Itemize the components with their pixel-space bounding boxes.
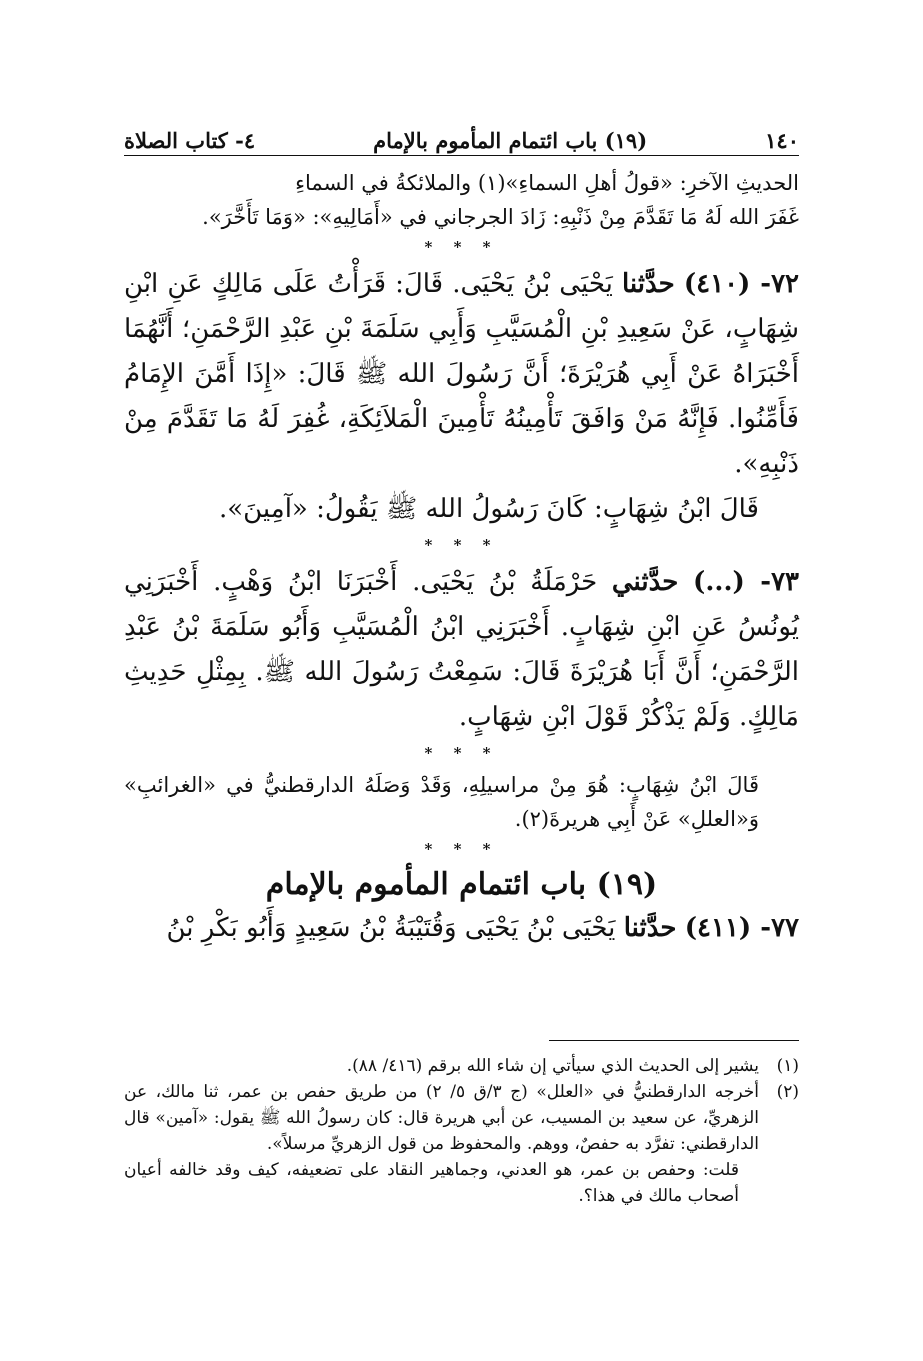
section-divider: * * * — [424, 536, 499, 554]
hadith-77-text: يَحْيَى بْنُ يَحْيَى وَقُتَيْبَةُ بْنُ سَعِيدٍ وَأَبُو بَكْرِ بْنُ — [166, 913, 616, 943]
hadith-72-tail: قَالَ ابْنُ شِهَابٍ: كَانَ رَسُولُ الله ﷺ يَقُولُ: «آمِينَ». — [218, 494, 759, 524]
chapter-heading: (١٩) باب ائتمام المأموم بالإمام — [265, 867, 658, 902]
footnote-1-number: (١) — [776, 1056, 799, 1076]
hadith-72-text: يَحْيَى بْنُ يَحْيَى. قَالَ: قَرَأْتُ عَلَى مَالِكٍ عَنِ ابْنِ شِهَابٍ، عَنْ سَعِيدِ بْنِ الْمُسَيَّبِ وَأَبِي سَلَمَةَ بْنِ عَبْدِ الرَّحْمَنِ؛ أَنَّهُمَا أَخْبَرَاهُ عَنْ أَبِي هُرَيْرَةَ؛ أَنَّ رَسُولَ الله ﷺ قَالَ: «إِذَا أَمَّنَ الإِمَامُ فَأَمِّنُوا. فَإِنَّهُ مَنْ وَافَقَ تَأْمِينُهُ تَأْمِينَ الْمَلاَئِكَةِ، غُفِرَ لَهُ مَا تَقَدَّمَ مِنْ ذَنْبِهِ». — [124, 269, 799, 479]
footnote-2-comment: قلت: وحفص بن عمر، هو العدني، وجماهير النقاد على تضعيفه، كيف وقد خالفه أعيان أصحاب مالك في هذا؟. — [124, 1160, 739, 1206]
footnote-rule — [549, 1040, 799, 1041]
header-book-title: ٤- كتاب الصلاة — [124, 128, 256, 153]
hadith-72-lead: حدَّثنا — [621, 269, 675, 299]
hadith-73-text: حَرْمَلَةُ بْنُ يَحْيَى. أَخْبَرَنَا ابْنُ وَهْبٍ. أَخْبَرَنِي يُونُسُ عَنِ ابْنِ شِهَابٍ. أَخْبَرَنِي ابْنُ الْمُسَيَّبِ وَأَبُو سَلَمَةَ بْنُ عَبْدِ الرَّحْمَنِ؛ أَنَّ أَبَا هُرَيْرَةَ قَالَ: سَمِعْتُ رَسُولَ الله ﷺ. بِمِثْلِ حَدِيثِ مَالِكٍ. وَلَمْ يَذْكُرْ قَوْلَ ابْنِ شِهَابٍ. — [124, 567, 799, 732]
section-divider: * * * — [424, 238, 499, 256]
footnote-1-text: يشير إلى الحديث الذي سيأتي إن شاء الله برقم (٤١٦/ ٨٨). — [346, 1056, 759, 1076]
intro-line-2: غَفَرَ الله لَهُ مَا تَقَدَّمَ مِنْ ذَنْبِهِ: زَادَ الجرجاني في «أَمَالِيهِ»: «وَمَا تَأَخَّرَ». — [202, 205, 799, 229]
main-text — [124, 166, 799, 951]
footnote-2-number: (٢) — [776, 1082, 799, 1102]
hadith-73-number: ٧٣- (...) — [693, 567, 800, 597]
footnote-2 — [124, 1079, 799, 1157]
footnote-1 — [124, 1053, 799, 1079]
hadith-77 — [124, 906, 799, 951]
footnote-2-text: أخرجه الدارقطنيُّ في «العلل» (ج ٣/ق ٥/ ٢) من طريق حفص بن عمر، ثنا مالك، عن الزهريِّ، عن سعيد بن المسيب، عن أبي هريرة قال: كان رسولُ الله ﷺ يقول: «آمين» قال الدارقطني: تفرَّد به حفصٌ، ووهم. والمحفوظ من قول الزهريِّ مرسلاً». — [124, 1082, 759, 1154]
page-number: ١٤٠ — [765, 128, 799, 153]
intro-line-1: الحديثِ الآخرِ: «قولُ أهلِ السماءِ»(١) والملائكةُ في السماءِ — [295, 171, 799, 195]
section-divider: * * * — [424, 744, 499, 762]
section-divider: * * * — [424, 840, 499, 858]
hadith-77-number: ٧٧- (٤١١) — [684, 913, 799, 943]
header-chapter-title: (١٩) باب ائتمام المأموم بالإمام — [373, 128, 648, 153]
hadith-73-lead: حدَّثني — [611, 567, 679, 597]
running-header — [124, 116, 799, 156]
hadith-72-number: ٧٢- (٤١٠) — [683, 269, 799, 299]
editor-note: قَالَ ابْنُ شِهَابٍ: هُوَ مِنْ مراسيلِهِ، وَقَدْ وَصَلَهُ الدارقطنيُّ في «الغرائبِ» وَ«العللِ» عَنْ أَبِي هريرةَ(٢). — [124, 773, 759, 831]
hadith-73 — [124, 560, 799, 740]
hadith-72 — [124, 262, 799, 487]
hadith-77-lead: حدَّثنا — [623, 913, 677, 943]
footnotes — [124, 1040, 799, 1209]
